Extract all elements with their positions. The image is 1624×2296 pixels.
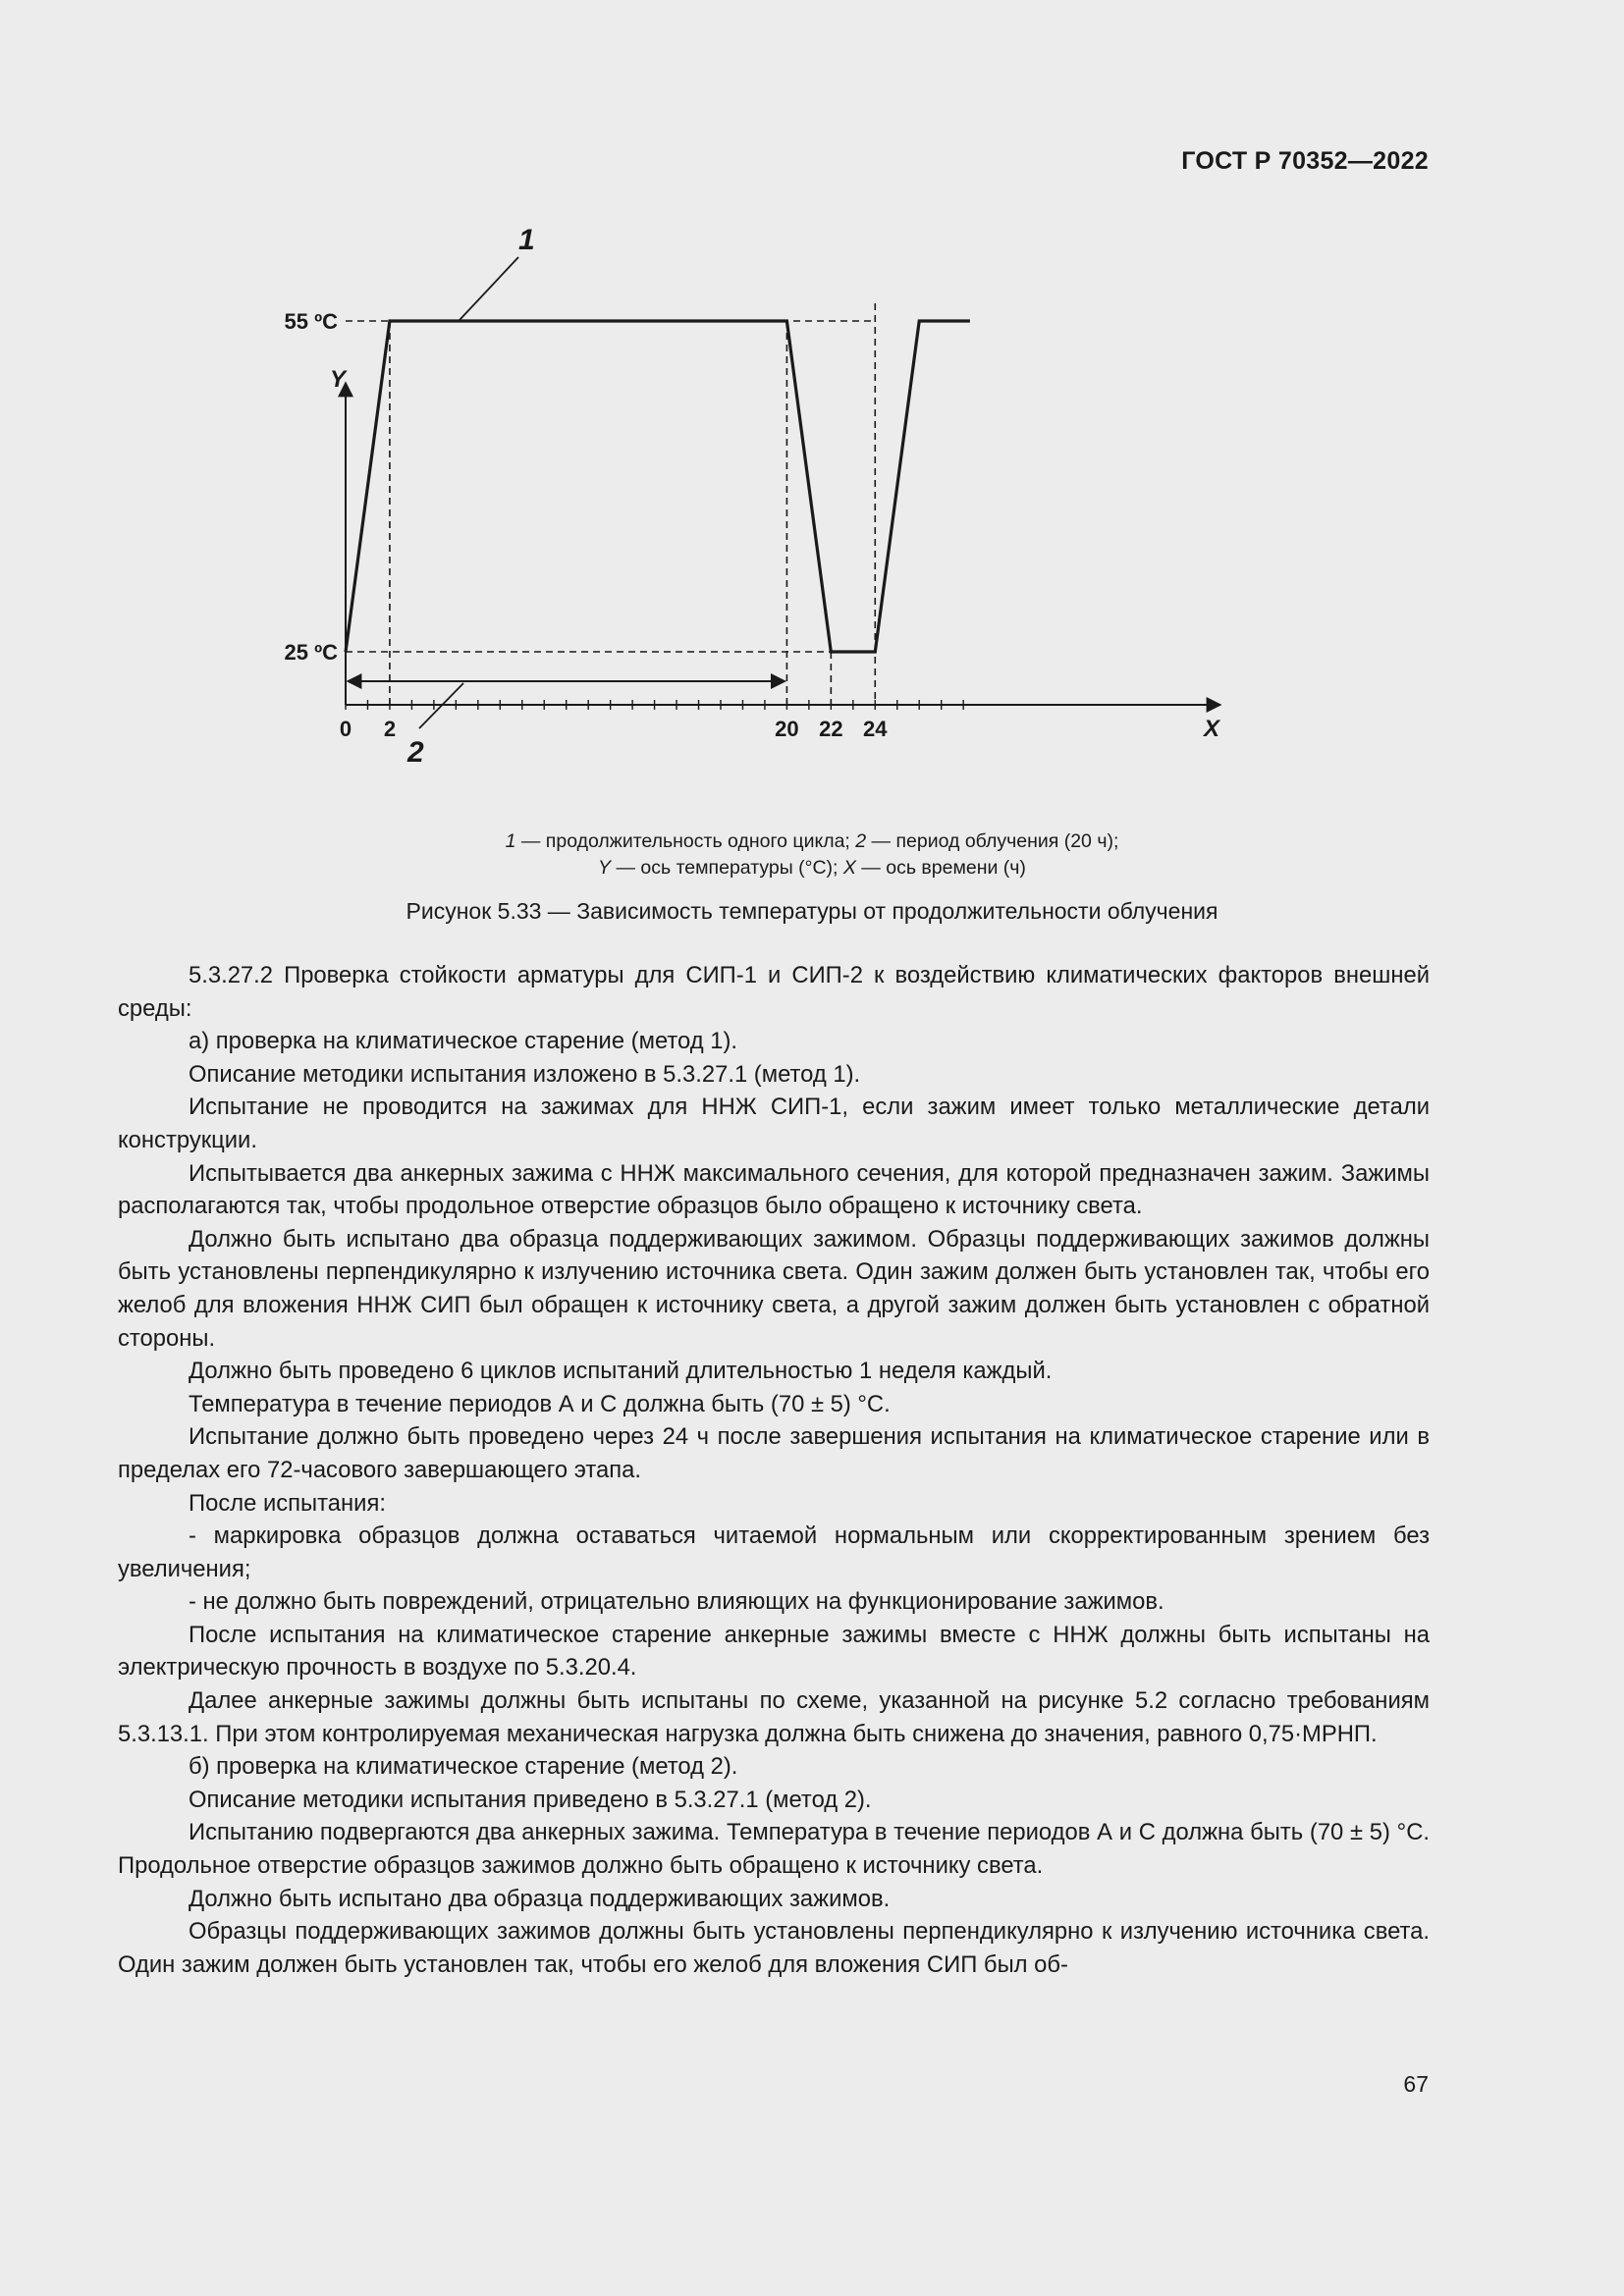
figure-legend <box>118 828 1506 881</box>
y-tick-label: 25 ºС <box>284 640 338 665</box>
temperature-curve <box>346 321 970 652</box>
paragraph: б) проверка на климатическое старение (метод 2). <box>189 1753 738 1781</box>
paragraph: После испытания: <box>189 1489 386 1517</box>
y-tick-label: 55 ºС <box>284 309 338 334</box>
legend-text-x: — ось времени (ч) <box>855 857 1026 879</box>
legend-text-1: — продолжительность одного цикла; <box>515 830 856 852</box>
body-text <box>118 959 1430 1981</box>
paragraph: Испытанию подвергаются два анкерных зажима. Температура в течение периодов А и С должна быть (70 ± 5) °С. Продольное отверстие образцов зажимов должно быть обращено к источнику света. <box>118 1819 1430 1880</box>
temperature-time-diagram <box>255 216 1335 815</box>
paragraph: а) проверка на климатическое старение (метод 1). <box>189 1028 738 1055</box>
x-tick-label: 2 <box>383 717 397 741</box>
legend-key-y: Y <box>598 857 612 879</box>
x-tick-label: 0 <box>339 717 352 741</box>
callout-1: 1 <box>518 224 535 256</box>
paragraph: Далее анкерные зажимы должны быть испытаны по схеме, указанной на рисунке 5.2 согласно требованиям 5.3.13.1. При этом контролируемая механическая нагрузка должна быть снижена до значения, равного 0,75·МРНП. <box>118 1687 1430 1747</box>
callout-1-leader <box>460 257 518 320</box>
axes <box>346 383 1220 710</box>
paragraph: 5.3.27.2 Проверка стойкости арматуры для СИП-1 и СИП-2 к воздействию климатических факторов внешней среды: <box>118 962 1430 1022</box>
curve-line <box>346 321 970 652</box>
paragraph: Описание методики испытания изложено в 5.3.27.1 (метод 1). <box>189 1060 861 1088</box>
legend-text-y: — ось температуры (°С); <box>611 857 843 879</box>
document-number: ГОСТ Р 70352—2022 <box>1181 147 1429 175</box>
paragraph: Должно быть испытано два образца поддерживающих зажимов. <box>189 1885 891 1912</box>
callout-2: 2 <box>407 736 424 769</box>
paragraph: Описание методики испытания приведено в 5.3.27.1 (метод 2). <box>189 1786 872 1813</box>
paragraph: - маркировка образцов должна оставаться читаемой нормальным или скорректированным зрением без увеличения; <box>118 1522 1430 1582</box>
legend-text-2: — период облучения (20 ч); <box>866 830 1119 852</box>
paragraph: - не должно быть повреждений, отрицательно влияющих на функционирование зажимов. <box>189 1588 1164 1616</box>
paragraph: После испытания на климатическое старение анкерные зажимы вместе с ННЖ должны быть испытаны на электрическую прочность в воздухе по 5.3.20.4. <box>118 1621 1430 1682</box>
x-tick-label: 24 <box>863 717 888 741</box>
diagram-labels <box>284 224 1221 769</box>
reference-lines <box>346 303 875 705</box>
paragraph: Испытывается два анкерных зажима с ННЖ максимального сечения, для которой предназначен зажим. Зажимы располагаются так, чтобы продольное отверстие образцов было обращено к источнику света. <box>118 1159 1430 1220</box>
legend-key-2: 2 <box>855 830 867 852</box>
figure-caption: Рисунок 5.33 — Зависимость температуры от продолжительности облучения <box>406 898 1218 924</box>
paragraph: Должно быть испытано два образца поддерживающих зажимом. Образцы поддерживающих зажимов должны быть установлены перпендикулярно к излучению источника света. Один зажим должен быть установлен так, чтобы его желоб для вложения ННЖ СИП был обращен к источнику света, а другой зажим должен быть установлен с обратной стороны. <box>118 1225 1430 1352</box>
page-number: 67 <box>1403 2071 1429 2097</box>
legend-line-1 <box>118 828 1506 855</box>
legend-key-x: X <box>842 857 856 879</box>
legend-key-1: 1 <box>505 830 516 852</box>
paragraph: Испытание должно быть проведено через 24 ч после завершения испытания на климатическое старение или в пределах его 72-часового завершающего этапа. <box>118 1423 1430 1483</box>
x-axis-label: X <box>1204 716 1220 742</box>
x-tick-label: 20 <box>775 717 799 741</box>
paragraph: Температура в течение периодов А и С должна быть (70 ± 5) °С. <box>189 1390 891 1417</box>
paragraph: Испытание не проводится на зажимах для ННЖ СИП-1, если зажим имеет только металлические детали конструкции. <box>118 1094 1430 1153</box>
x-tick-label: 22 <box>819 717 843 741</box>
legend-line-2 <box>118 855 1506 881</box>
paragraph: Должно быть проведено 6 циклов испытаний длительностью 1 неделя каждый. <box>189 1358 1053 1385</box>
paragraph: Образцы поддерживающих зажимов должны быть установлены перпендикулярно к излучению источника света. Один зажим должен быть установлен так, чтобы его желоб для вложения СИП был об- <box>118 1918 1430 1978</box>
diagram-svg <box>255 216 1335 815</box>
y-axis-label: Y <box>330 366 347 393</box>
